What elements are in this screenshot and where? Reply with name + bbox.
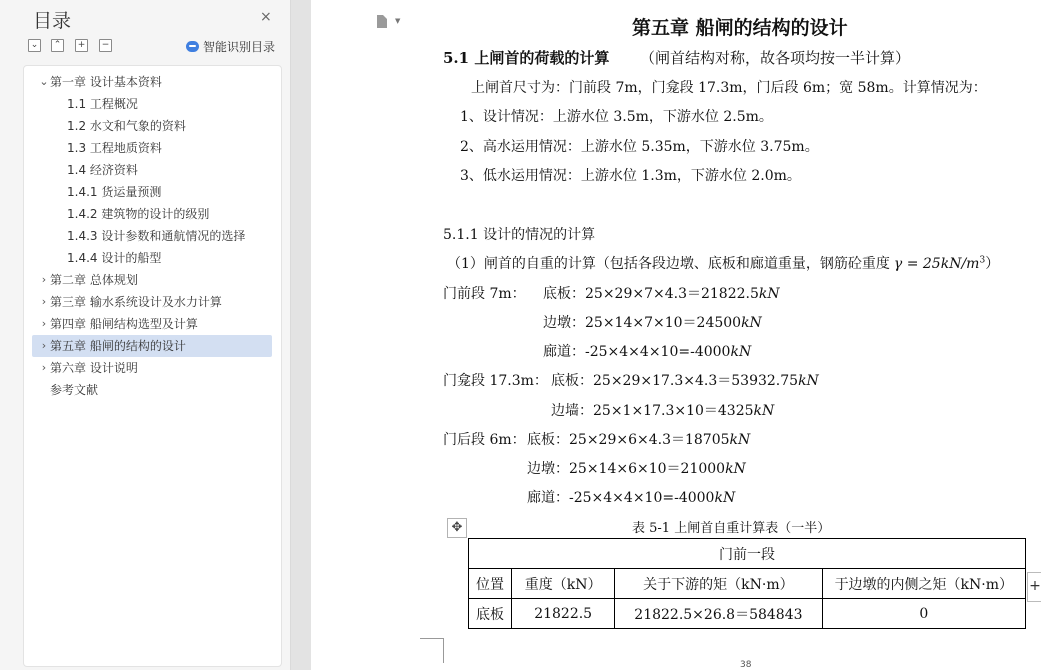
table-header: 于边墩的内侧之矩（kN·m） — [822, 569, 1025, 599]
table-header: 关于下游的矩（kN·m） — [615, 569, 822, 599]
table-header: 位置 — [469, 569, 512, 599]
toc-chapter-3[interactable]: › 第三章 输水系统设计及水力计算 — [32, 291, 272, 313]
calc-line: 廊道：-25×4×4×10=-4000kN — [527, 490, 736, 506]
page-corner-mark — [420, 638, 444, 663]
front-label: 门前段 7m： — [443, 286, 526, 302]
toc-list — [23, 65, 282, 667]
toc-item[interactable]: 1.4 经济资料 — [67, 163, 138, 177]
toc-item[interactable]: 1.2 水文和气象的资料 — [67, 119, 186, 133]
section-title: 5.1 上闸首的荷载的计算 — [443, 49, 610, 67]
collapse-all-icon[interactable]: ⌄ — [28, 39, 41, 52]
chapter-title: 第五章 船闸的结构的设计 — [632, 17, 848, 39]
niche-label: 门龛段 17.3m： — [443, 373, 548, 389]
toc-item[interactable]: 1.4.1 货运量预测 — [67, 185, 162, 199]
table-header: 重度（kN） — [512, 569, 615, 599]
calc-line: 边墩：25×14×6×10＝21000kN — [527, 461, 746, 477]
chevron-down-icon[interactable]: ⌄ — [39, 75, 49, 88]
toc-pane — [0, 0, 291, 670]
calc-line: 底板：25×29×6×4.3＝18705kN — [527, 432, 751, 448]
page-number: 38 — [740, 660, 752, 670]
smart-toc-button[interactable] — [186, 38, 275, 55]
case-item: 3、低水运用情况：上游水位 1.3m，下游水位 2.0m。 — [460, 168, 801, 184]
toc-item[interactable]: 1.4.3 设计参数和通航情况的选择 — [67, 229, 246, 243]
section-note: （闸首结构对称，故各项均按一半计算） — [640, 49, 911, 67]
calc-line: 边墙：25×1×17.3×10＝4325kN — [551, 403, 775, 419]
self-weight-line: （1）闸首的自重的计算（包括各段边墩、底板和廊道重量，钢筋砼重度 $\gamma = 25kN/m^3$） — [447, 255, 1000, 272]
add-column-icon[interactable]: + — [1027, 572, 1041, 602]
chevron-right-icon[interactable]: › — [41, 317, 47, 330]
table-cell: 底板 — [469, 599, 512, 629]
chevron-right-icon[interactable]: › — [41, 273, 47, 286]
toc-chapter-6[interactable]: › 第六章 设计说明 — [32, 357, 272, 379]
table-move-icon[interactable]: ✥ — [447, 518, 467, 538]
table-group-header: 门前一段 — [469, 539, 1026, 569]
toc-chapter-2[interactable]: › 第二章 总体规划 — [32, 269, 272, 291]
rear-label: 门后段 6m： — [443, 432, 526, 448]
close-icon[interactable]: × — [260, 9, 272, 25]
ai-icon — [186, 41, 199, 52]
toc-item[interactable]: 1.4.4 设计的船型 — [67, 251, 162, 265]
chevron-right-icon[interactable]: › — [41, 339, 47, 352]
toc-chapter-5-selected[interactable]: › 第五章 船闸的结构的设计 — [32, 335, 272, 357]
case-item: 1、设计情况：上游水位 3.5m，下游水位 2.5m。 — [460, 109, 773, 125]
toc-item[interactable]: 1.1 工程概况 — [67, 97, 138, 111]
caret-down-icon[interactable]: ▼ — [395, 17, 401, 25]
toc-item[interactable]: 1.3 工程地质资料 — [67, 141, 162, 155]
smart-toc-label: 智能识别目录 — [203, 40, 276, 54]
calc-line: 底板：25×29×7×4.3＝21822.5kN — [543, 286, 780, 302]
table-caption: 表 5-1 上闸首自重计算表（一半） — [632, 521, 831, 536]
subsection-title: 5.1.1 设计的情况的计算 — [443, 227, 596, 243]
chevron-right-icon[interactable]: › — [41, 295, 47, 308]
toc-references[interactable]: 参考文献 — [50, 383, 99, 397]
calc-line: 边墩：25×14×7×10＝24500kN — [543, 315, 762, 331]
paragraph: 上闸首尺寸为：门前段 7m，门龛段 17.3m，门后段 6m；宽 58m。计算情况为： — [471, 80, 987, 96]
document-icon[interactable] — [377, 15, 387, 28]
toc-title: 目录 — [33, 10, 72, 32]
toc-chapter-4[interactable]: › 第四章 船闸结构选型及计算 — [32, 313, 272, 335]
chevron-right-icon[interactable]: › — [41, 361, 47, 374]
add-heading-icon[interactable]: + — [75, 39, 88, 52]
table-cell: 0 — [822, 599, 1025, 629]
table-cell: 21822.5 — [512, 599, 615, 629]
table-cell: 21822.5×26.8＝584843 — [615, 599, 822, 629]
remove-heading-icon[interactable]: − — [99, 39, 112, 52]
toc-chapter-1[interactable]: ⌄ 第一章 设计基本资料 — [32, 71, 272, 93]
toc-item[interactable]: 1.4.2 建筑物的设计的级别 — [67, 207, 210, 221]
expand-all-icon[interactable]: ⌃ — [51, 39, 64, 52]
self-weight-table — [468, 538, 1026, 629]
table-row — [469, 599, 1026, 629]
calc-line: 廊道：-25×4×4×10=-4000kN — [543, 344, 752, 360]
calc-line: 底板：25×29×17.3×4.3＝53932.75kN — [551, 373, 819, 389]
case-item: 2、高水运用情况：上游水位 5.35m，下游水位 3.75m。 — [460, 139, 819, 155]
document-gutter — [291, 0, 311, 670]
